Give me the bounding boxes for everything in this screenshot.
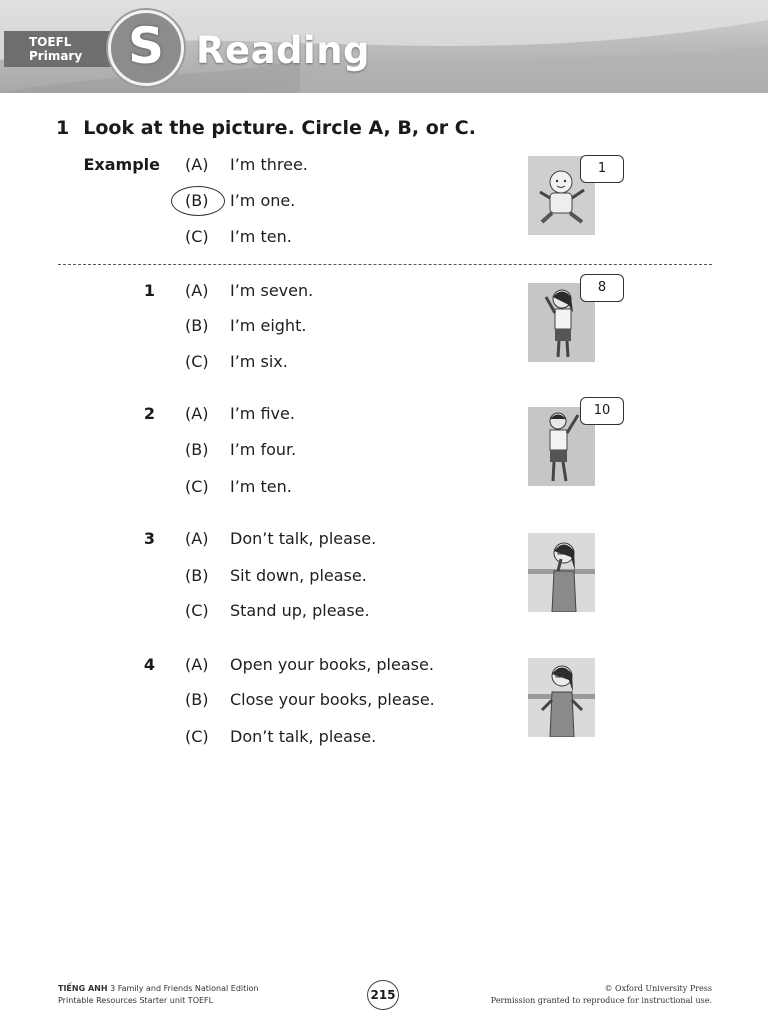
option-text: I’m ten. xyxy=(230,227,292,246)
option-letter: (B) xyxy=(185,191,209,210)
option-letter: (A) xyxy=(185,404,209,423)
option-text: Sit down, please. xyxy=(230,566,367,585)
example-number-box: 1 xyxy=(580,155,624,183)
option-letter: (B) xyxy=(185,316,209,335)
question-2-number-box: 10 xyxy=(580,397,624,425)
option-letter: (B) xyxy=(185,690,209,709)
option-text: Stand up, please. xyxy=(230,601,370,620)
footer-edition: 3 Family and Friends National Edition xyxy=(107,984,259,993)
option-text: I’m one. xyxy=(230,191,296,210)
question-1-number-box: 8 xyxy=(580,274,624,302)
section-letter: S xyxy=(127,17,164,75)
option-letter: (A) xyxy=(185,155,209,174)
question-3-number: 3 xyxy=(143,529,155,548)
question-4-picture-teacher xyxy=(528,658,595,737)
option-text: I’m ten. xyxy=(230,477,292,496)
option-text: I’m five. xyxy=(230,404,295,423)
option-text: Open your books, please. xyxy=(230,655,434,674)
instruction-text: Look at the picture. Circle A, B, or C. xyxy=(83,117,476,139)
footer-resource: Printable Resources Starter unit TOEFL xyxy=(58,996,214,1005)
page-number: 215 xyxy=(367,980,399,1010)
option-text: Close your books, please. xyxy=(230,690,435,709)
option-letter: (B) xyxy=(185,440,209,459)
option-text: I’m eight. xyxy=(230,316,307,335)
option-letter: (C) xyxy=(185,477,209,496)
option-text: I’m four. xyxy=(230,440,297,459)
footer-left xyxy=(58,983,258,1007)
badge-line1: TOEFL xyxy=(29,35,72,49)
instruction-number: 1 xyxy=(56,117,70,139)
option-letter: (A) xyxy=(185,655,209,674)
question-4-number: 4 xyxy=(143,655,155,674)
option-text: I’m six. xyxy=(230,352,288,371)
option-text: Don’t talk, please. xyxy=(230,727,377,746)
question-3-picture-teacher xyxy=(528,533,595,612)
divider xyxy=(58,264,712,265)
option-letter: (C) xyxy=(185,227,209,246)
page-title: Reading xyxy=(196,29,371,72)
option-text: I’m seven. xyxy=(230,281,314,300)
option-letter: (A) xyxy=(185,529,209,548)
badge-line2: Primary xyxy=(29,49,83,63)
option-letter: (C) xyxy=(185,601,209,620)
instruction xyxy=(56,117,476,139)
option-letter: (C) xyxy=(185,352,209,371)
question-2-number: 2 xyxy=(143,404,155,423)
footer-copyright: © Oxford University Press xyxy=(604,984,712,993)
section-letter-circle xyxy=(108,10,184,86)
option-text: Don’t talk, please. xyxy=(230,529,377,548)
question-1-number: 1 xyxy=(143,281,155,300)
option-letter: (B) xyxy=(185,566,209,585)
toefl-primary-badge xyxy=(4,31,112,67)
footer-right xyxy=(491,983,712,1007)
answer-circle-mark xyxy=(171,186,225,216)
option-letter: (A) xyxy=(185,281,209,300)
example-label: Example xyxy=(83,155,160,174)
option-letter: (C) xyxy=(185,727,209,746)
option-text: I’m three. xyxy=(230,155,308,174)
footer-brand: TIẾNG ANH xyxy=(58,984,108,993)
header-banner xyxy=(0,0,768,93)
footer-permission: Permission granted to reproduce for instructional use. xyxy=(490,996,712,1005)
